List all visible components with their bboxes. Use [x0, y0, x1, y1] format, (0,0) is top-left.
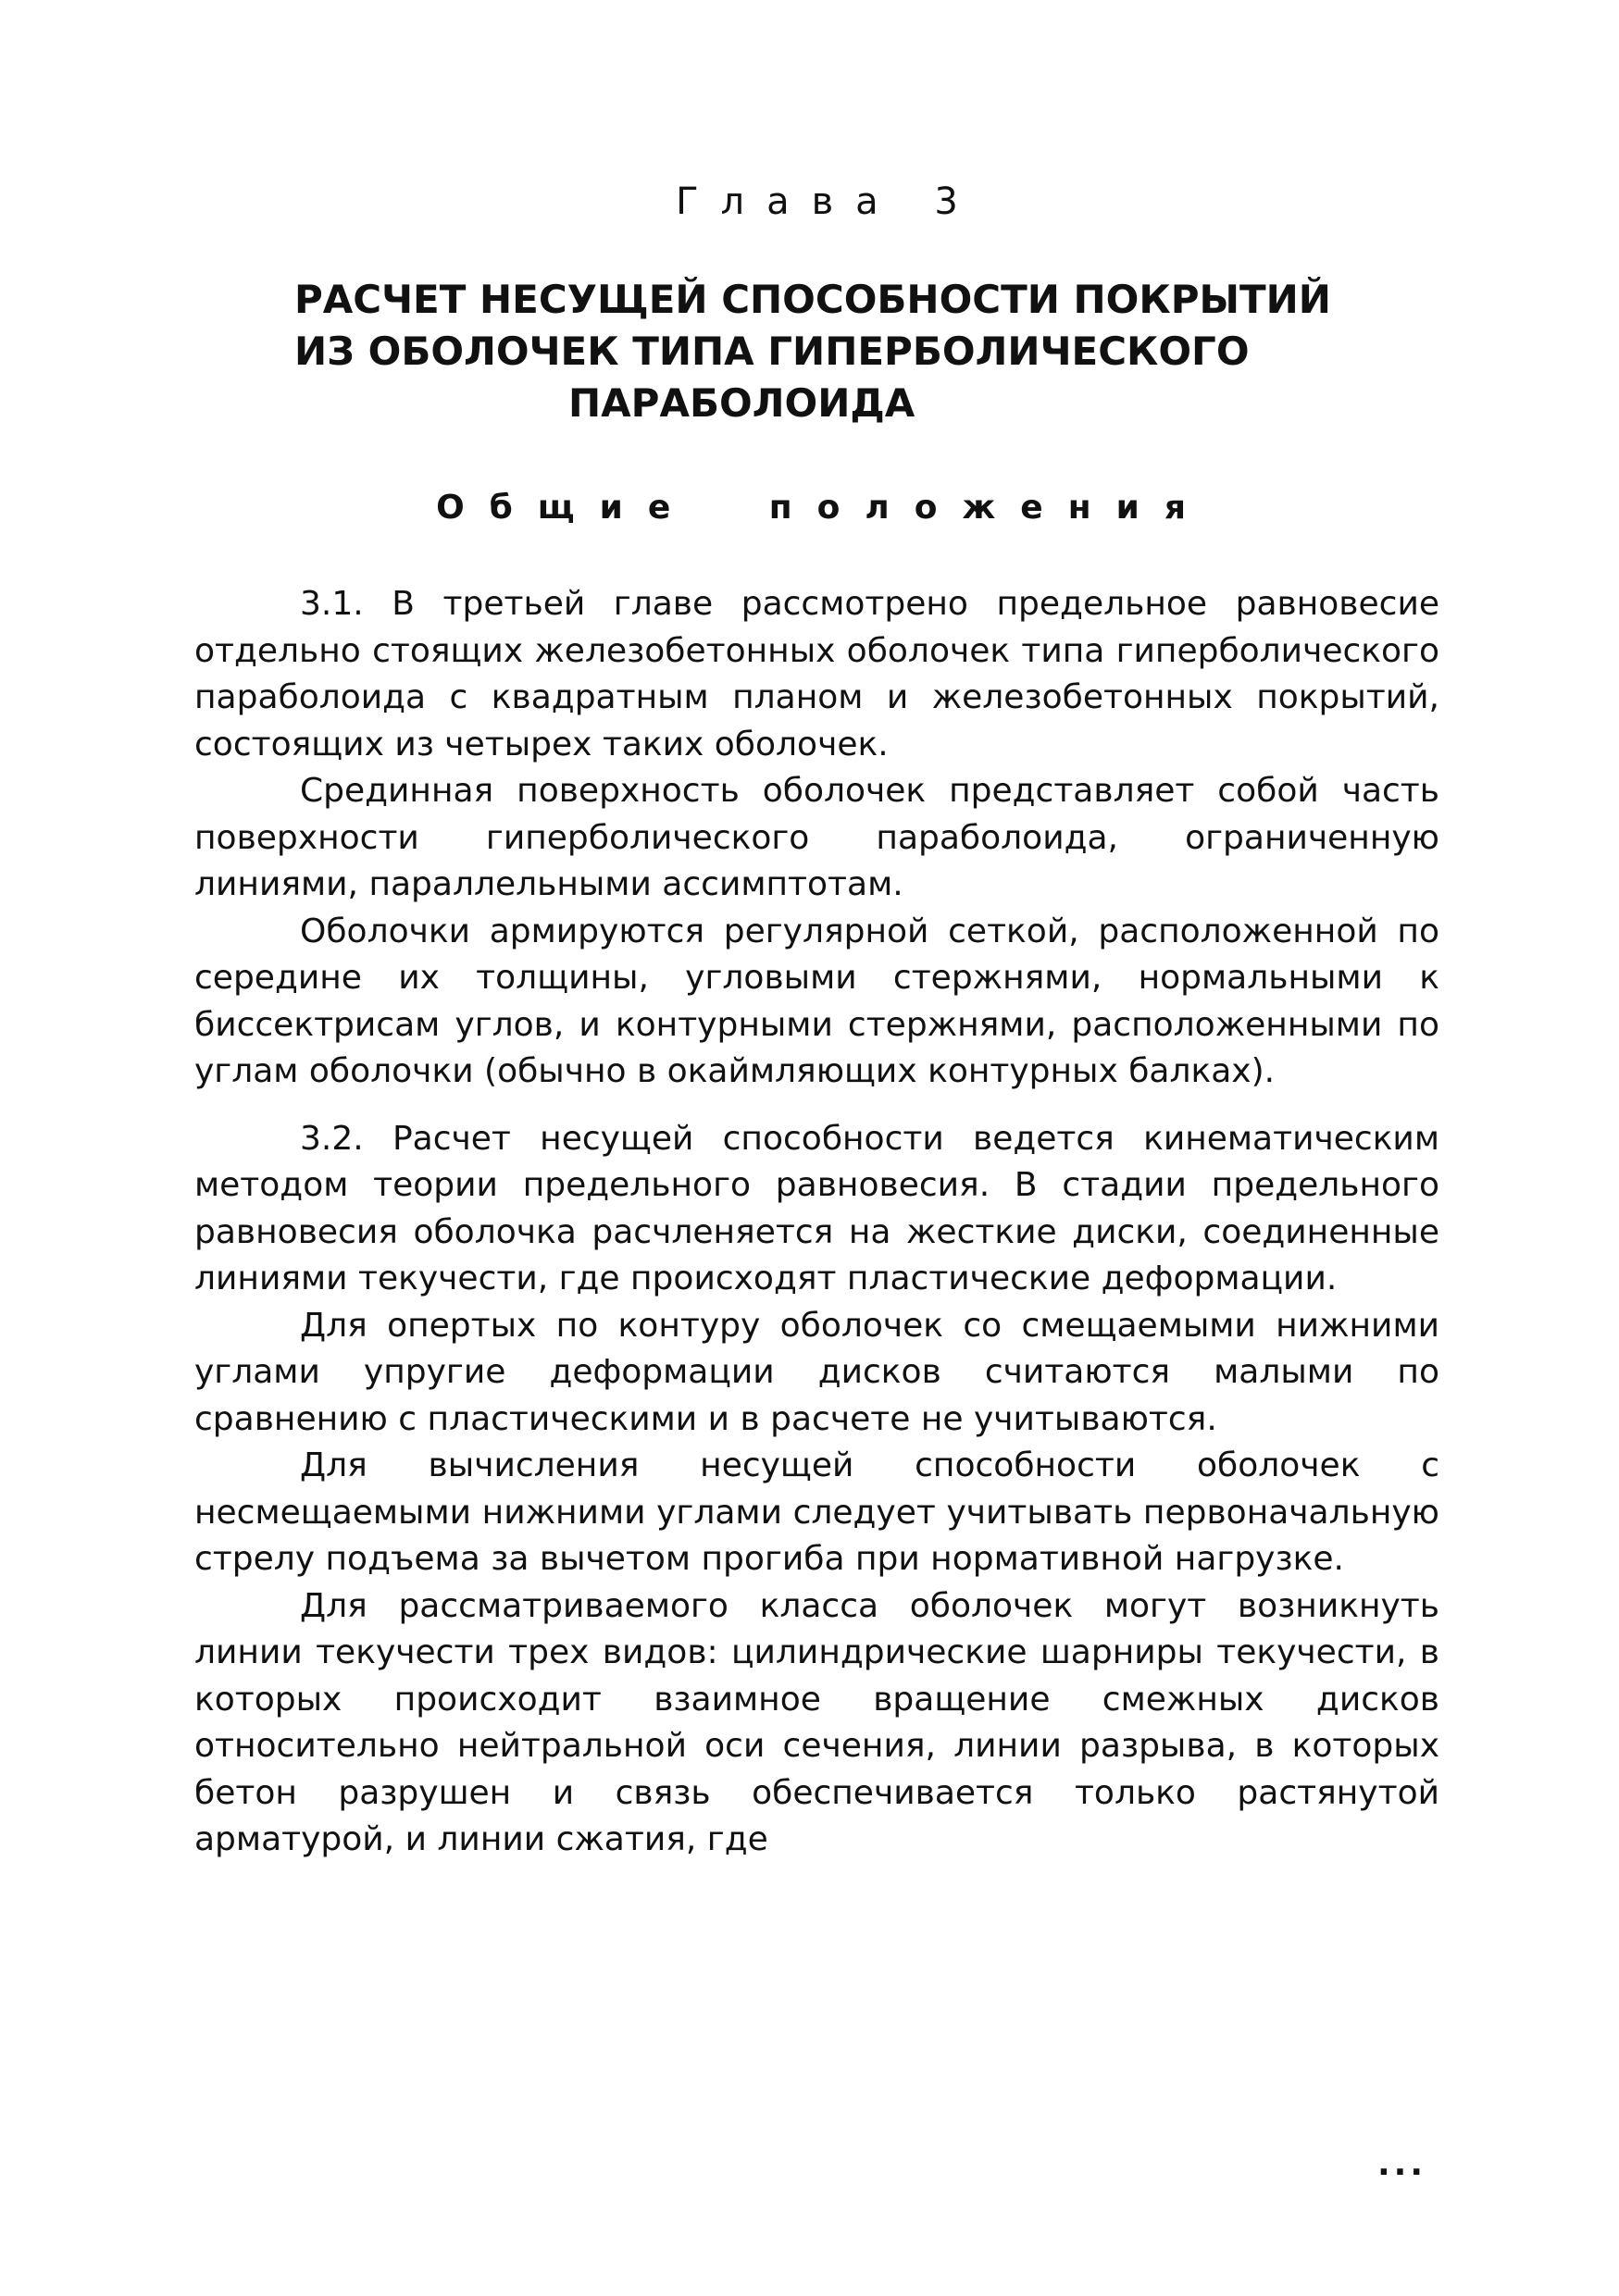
section-heading: Общие положения	[436, 489, 1211, 527]
paragraph-3-1: 3.1. В третьей главе рассмотрено предельное равновесие отдельно стоящих железобетонных оболочек типа гиперболического параболоида с квадратным планом и железобетонных покрытий, состоящих из четырех таких оболочек.	[194, 585, 1439, 763]
body-text	[194, 581, 1439, 1864]
chapter-title	[294, 274, 1368, 429]
chapter-title-line-3: ПАРАБОЛОИДА	[568, 380, 915, 426]
paragraph: Для опертых по контуру оболочек со смещаемыми нижними углами упругие деформации дисков считаются малыми по сравнению с пластическими и в расчете не учитываются.	[194, 1306, 1439, 1438]
page-continuation-mark: ...	[1377, 2145, 1427, 2183]
paragraph: Оболочки армируются регулярной сеткой, расположенной по середине их толщины, угловыми стержнями, нормальными к биссектрисам углов, и контурными стержнями, расположенными по углам оболочки (обычно в окаймляющих контурных балках).	[194, 912, 1439, 1090]
chapter-title-line-2: ИЗ ОБОЛОЧЕК ТИПА ГИПЕРБОЛИЧЕСКОГО	[294, 329, 1250, 374]
paragraph: Для вычисления несущей способности оболочек с несмещаемыми нижними углами следует учитывать первоначальную стрелу подъема за вычетом прогиба при нормативной нагрузке.	[194, 1446, 1439, 1578]
paragraph-3-2: 3.2. Расчет несущей способности ведется кинематическим методом теории предельного равновесия. В стадии предельного равновесия оболочка расчленяется на жесткие диски, соединенные линиями текучести, где происходят пластические деформации.	[194, 1119, 1439, 1297]
paragraph: Срединная поверхность оболочек представляет собой часть поверхности гиперболического параболоида, ограниченную линиями, параллельными ассимптотам.	[194, 772, 1439, 903]
paragraph: Для рассматриваемого класса оболочек могут возникнуть линии текучести трех видов: цилиндрические шарниры текучести, в которых происходит взаимное вращение смежных дисков относительно нейтральной оси сечения, линии разрыва, в которых бетон разрушен и связь обеспечивается только растянутой арматурой, и линии сжатия, где	[194, 1586, 1439, 1858]
chapter-heading: Глава 3	[676, 180, 980, 223]
chapter-title-line-1: РАСЧЕТ НЕСУЩЕЙ СПОСОБНОСТИ ПОКРЫТИЙ	[294, 277, 1331, 322]
